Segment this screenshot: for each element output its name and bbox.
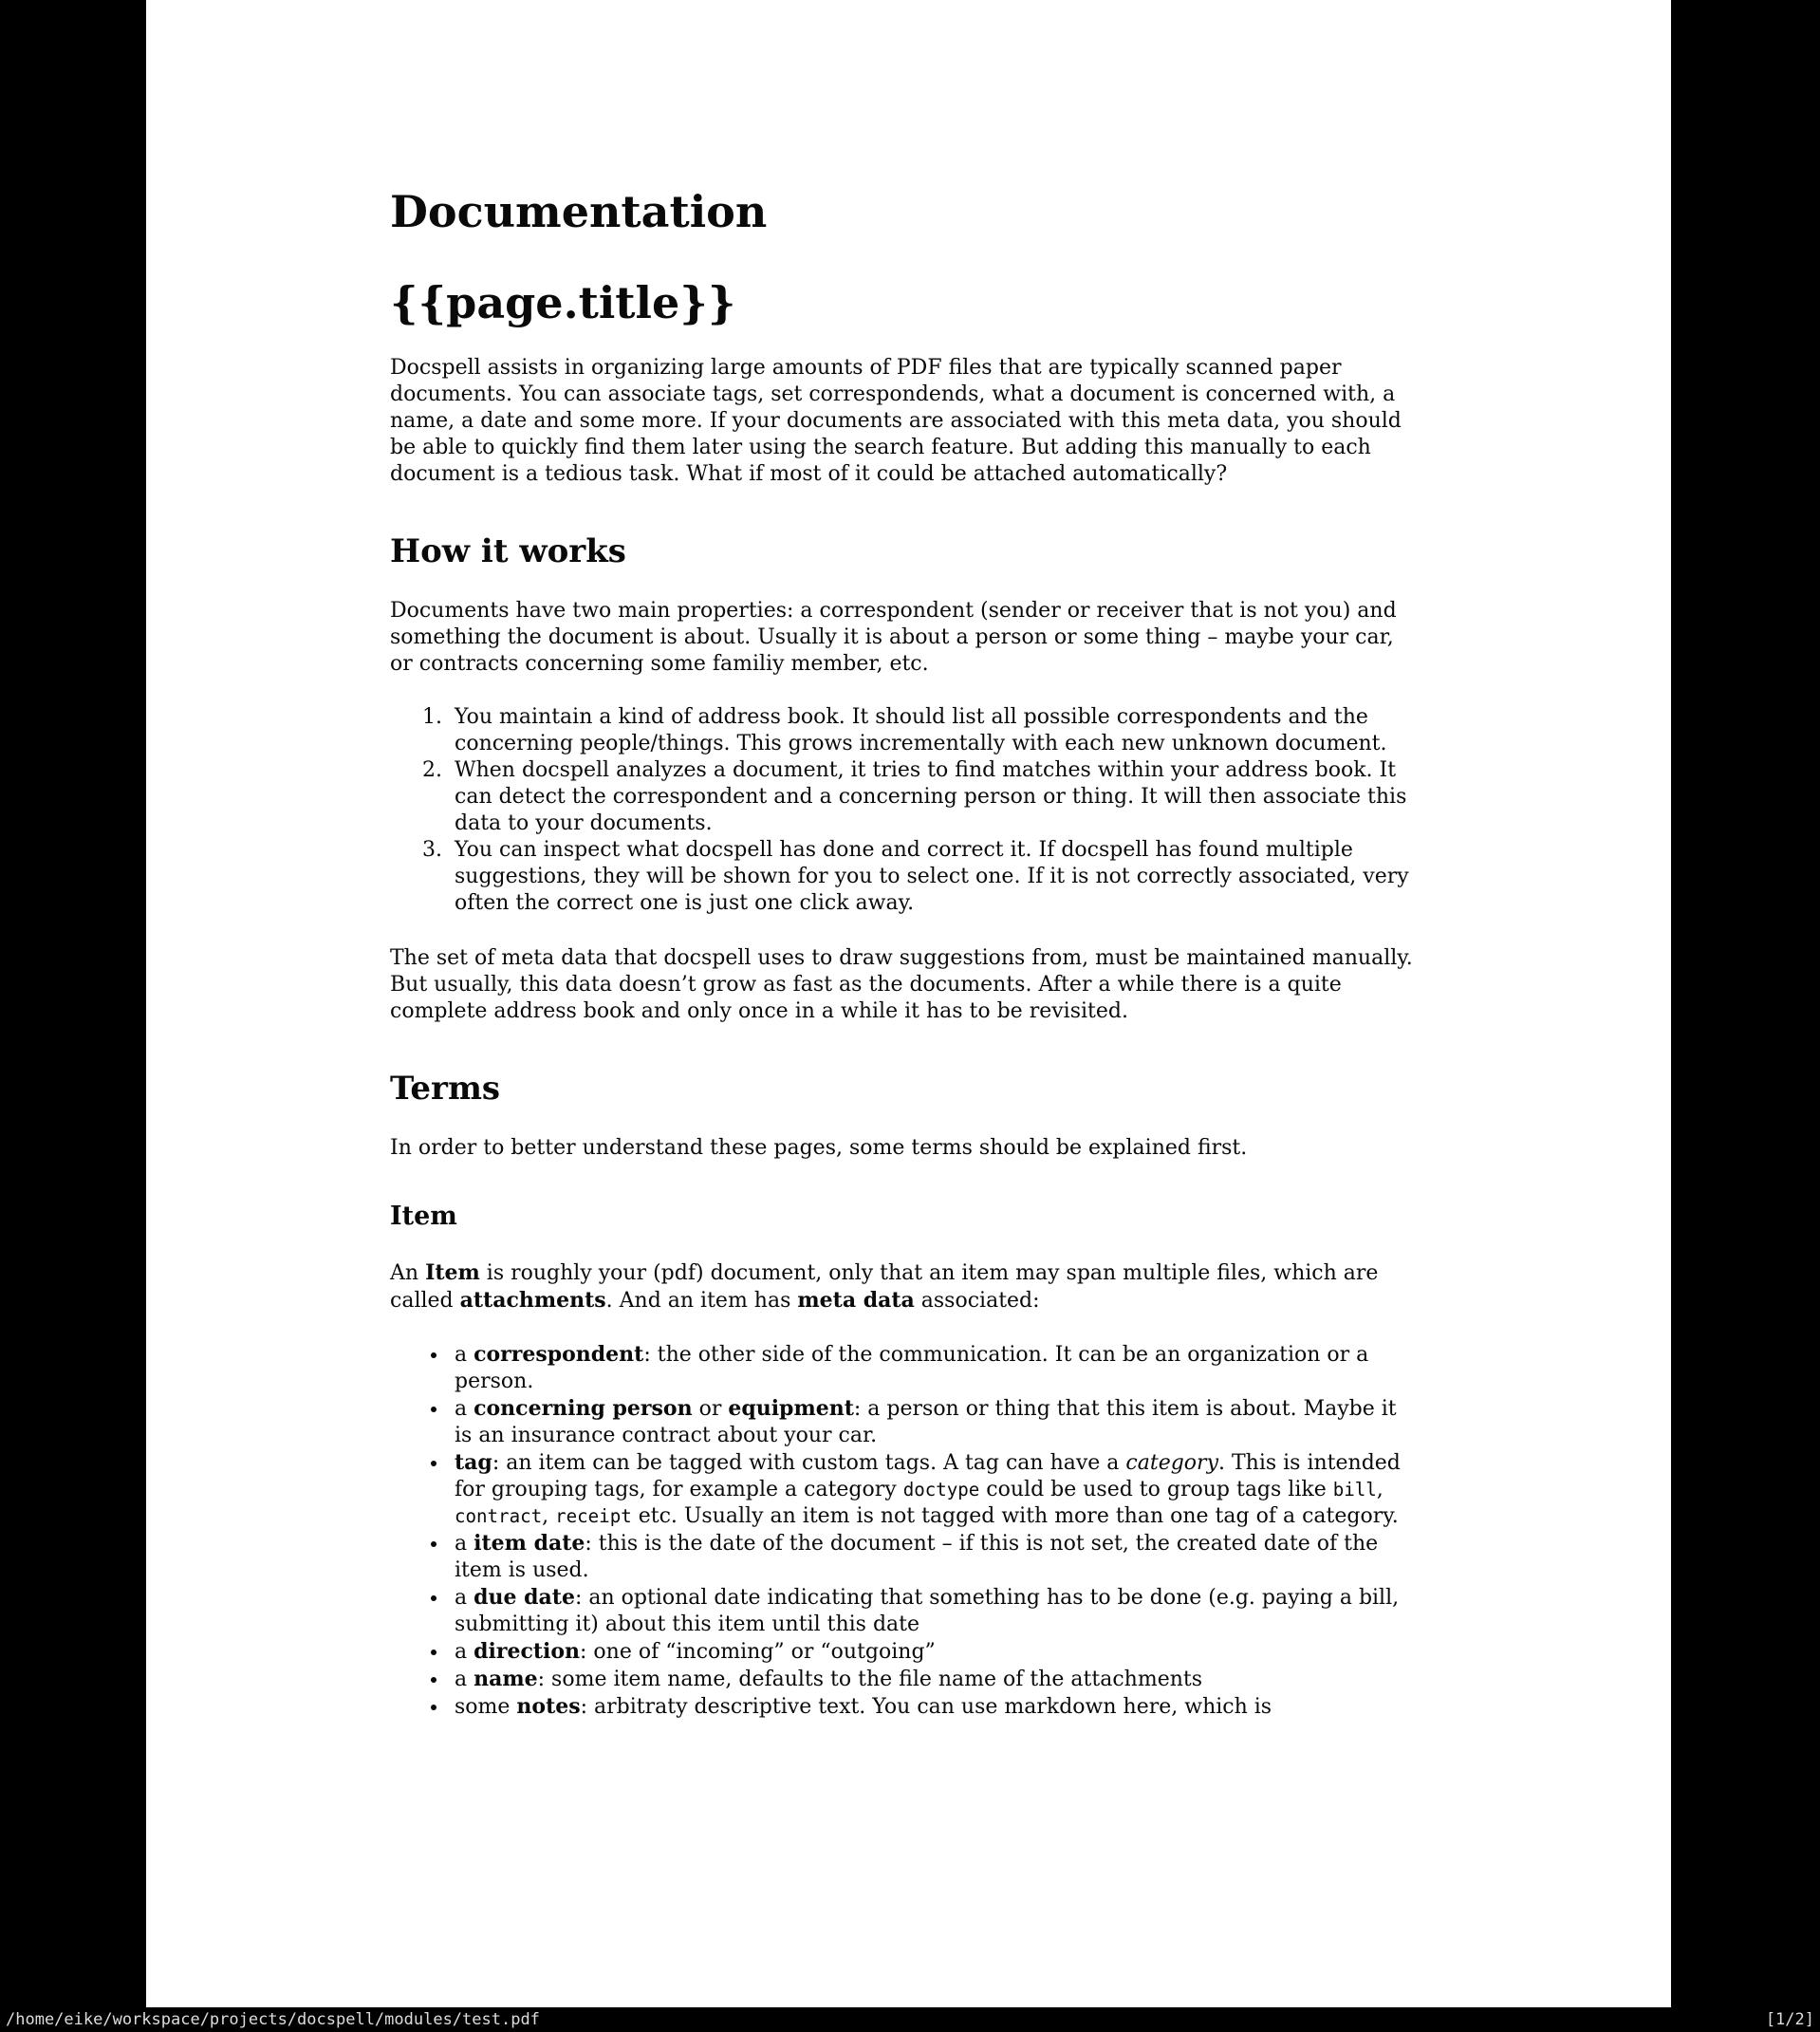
heading-how-it-works: How it works [390,532,626,570]
list-item: • a concerning person or equipment: a person or thing that this item is about. Maybe it is an insurance contract about your car. [449,1395,1420,1449]
paragraph-item-definition: An Item is roughly your (pdf) document, only that an item may span multiple files, which are called attachments. And an item has meta data associated: [390,1260,1379,1313]
list-item: 3. You can inspect what docspell has done and correct it. If docspell has found multiple suggestions, they will be shown for you to select one. If it is not correctly associated, very often the correct one is just one click away. [449,837,1420,917]
bullet-list-meta-data [390,1341,1420,1721]
heading-terms: Terms [390,1070,501,1108]
statusbar [0,2007,1820,2032]
document-content [390,0,1420,1747]
list-item: • a direction: one of “incoming” or “outgoing” [449,1638,1420,1666]
statusbar-file-path: /home/eike/workspace/projects/docspell/modules/test.pdf [6,2010,540,2029]
paragraph-terms-intro: In order to better understand these pages, some terms should be explained first. [390,1136,1248,1160]
list-item: • some notes: arbitraty descriptive text. You can use markdown here, which is [449,1693,1420,1721]
heading-item: Item [390,1202,457,1231]
list-item: • a correspondent: the other side of the communication. It can be an organization or a person. [449,1341,1420,1395]
document-page[interactable] [146,0,1671,2007]
heading-documentation: Documentation [390,186,768,237]
list-item: 1. You maintain a kind of address book. It should list all possible correspondents and the concerning people/things. This grows incrementally with each new unknown document. [449,704,1420,757]
list-item: • a due date: an optional date indicating that something has to be done (e.g. paying a bill, submitting it) about this item until this date [449,1584,1420,1638]
paragraph-intro: Docspell assists in organizing large amounts of PDF files that are typically scanned paper documents. You can associate tags, set correspondends, what a document is concerned with, a name, a date and some more. If your documents are associated with this meta data, you should be able to quickly find them later using the search feature. But adding this manually to each document is a tedious task. What if most of it could be attached automatically? [390,356,1402,486]
list-item: • tag: an item can be tagged with custom tags. A tag can have a category. This is intended for grouping tags, for example a category doctype could be used to group tags like bill, contract, receipt etc. Usually an item is not tagged with more than one tag of a category. [449,1449,1420,1530]
heading-page-title-template: {{page.title}} [390,277,736,328]
ordered-list-steps [390,704,1420,917]
paragraph-meta-data: The set of meta data that docspell uses to draw suggestions from, must be maintained manually. But usually, this data doesn’t grow as fast as the documents. After a while there is a quite complete address book and only once in a while it has to be revisited. [390,946,1413,1023]
statusbar-page-indicator: [1/2] [1765,2010,1814,2029]
list-item: • a item date: this is the date of the document – if this is not set, the created date of the item is used. [449,1530,1420,1584]
list-item: 2. When docspell analyzes a document, it tries to find matches within your address book. It can detect the correspondent and a concerning person or thing. It will then associate this data to your documents. [449,757,1420,837]
list-item: • a name: some item name, defaults to the file name of the attachments [449,1666,1420,1693]
paragraph-document-properties: Documents have two main properties: a correspondent (sender or receiver that is not you) and something the document is about. Usually it is about a person or some thing – maybe your car, or contracts concerning some familiy member, etc. [390,599,1397,676]
